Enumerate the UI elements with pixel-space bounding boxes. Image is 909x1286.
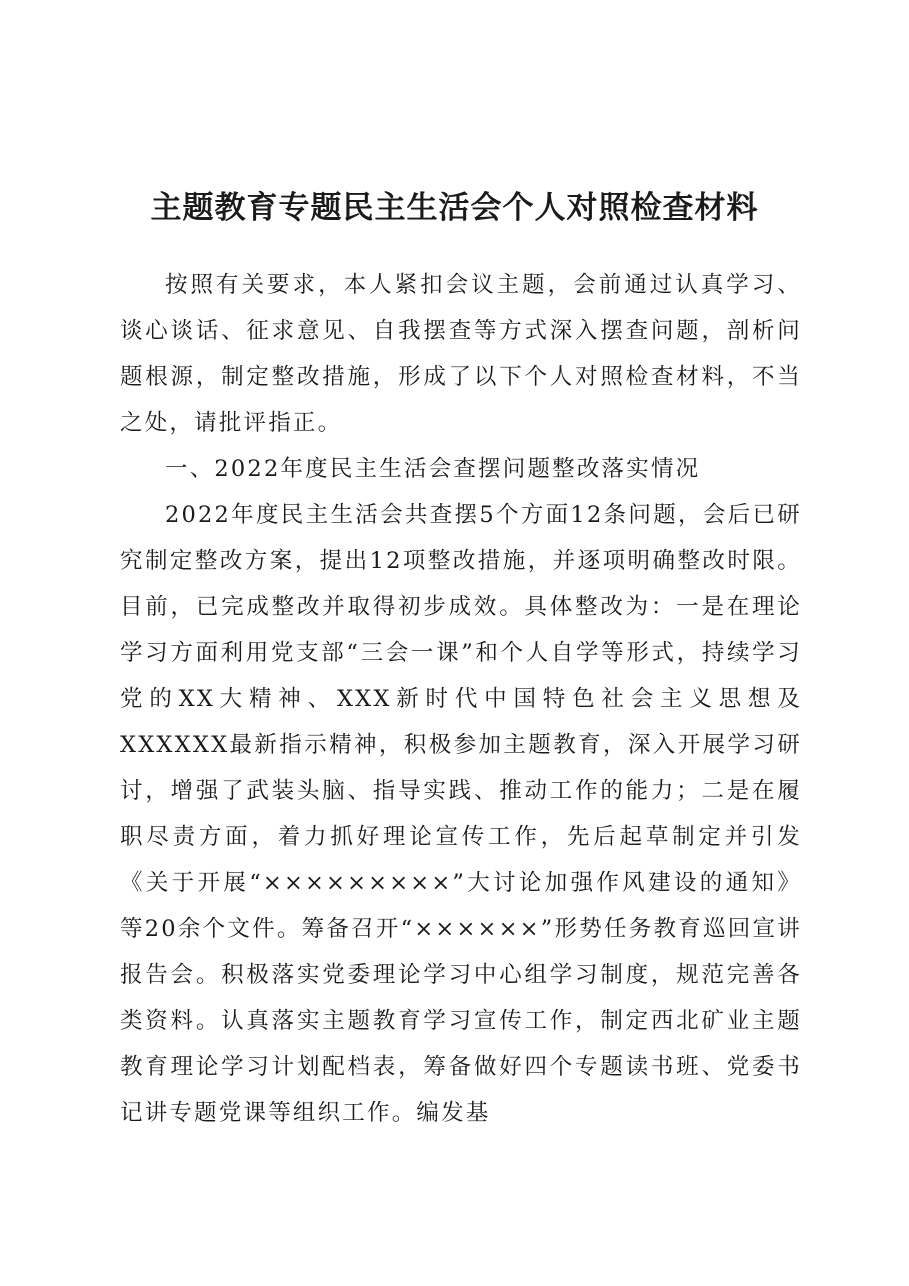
document-title: 主题教育专题民主生活会个人对照检查材料 (150, 190, 759, 226)
intro-paragraph: 按照有关要求，本人紧扣会议主题，会前通过认真学习、谈心谈话、征求意见、自我摆查等方式深入摆查问题，剖析问题根源，制定整改措施，形成了以下个人对照检查材料，不当之处，请批评指正。 (120, 272, 802, 436)
body-paragraph: 2022年度民主生活会共查摆5个方面12条问题，会后已研究制定整改方案，提出12项整改措施，并逐项明确整改时限。目前，已完成整改并取得初步成效。具体整改为：一是在理论学习方面利用党支部“三会一课”和个人自学等形式，持续学习党的XX大精神、XXX新时代中国特色社会主义思想及XXXXXX最新指示精神，积极参加主题教育，深入开展学习研讨，增强了武装头脑、指导实践、推动工作的能力；二是在履职尽责方面，着力抓好理论宣传工作，先后起草制定并引发《关于开展“×××××××××”大讨论加强作风建设的通知》等20余个文件。筹备召开“××××××”形势任务教育巡回宣讲报告会。积极落实党委理论学习中心组学习制度，规范完善各类资料。认真落实主题教育学习宣传工作，制定西北矿业主题教育理论学习计划配档表，筹备做好四个专题读书班、党委书记讲专题党课等组织工作。编发基 (120, 502, 802, 1126)
document-body (120, 262, 802, 1136)
section-heading: 一、2022年度民主生活会查摆问题整改落实情况 (165, 456, 701, 482)
